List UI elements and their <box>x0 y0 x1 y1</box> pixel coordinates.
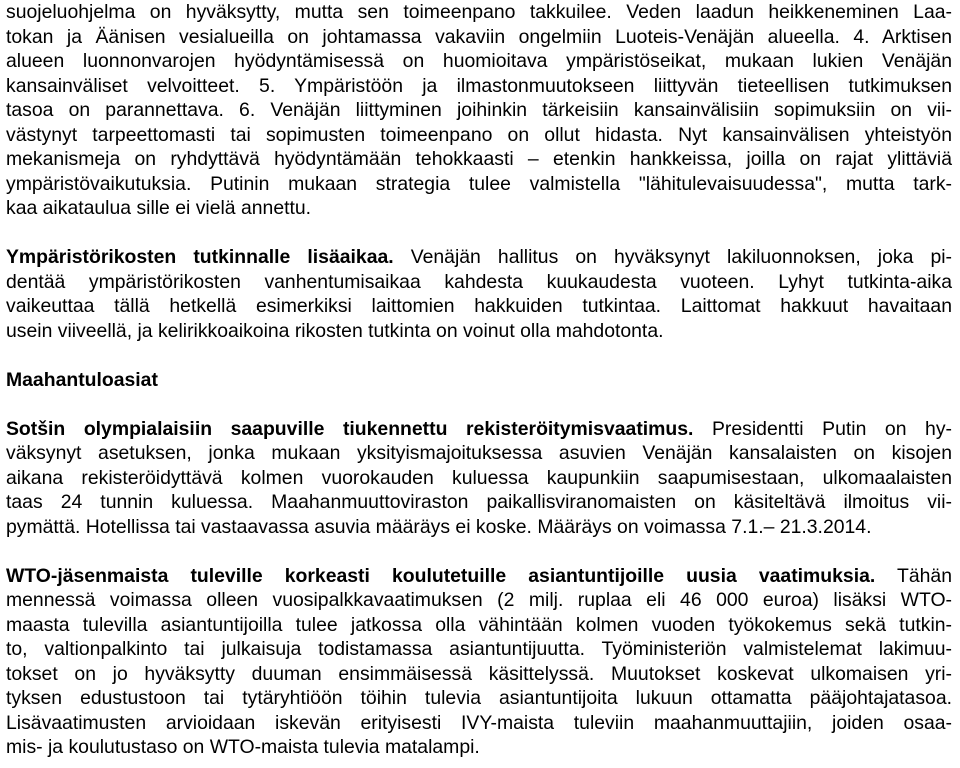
text-line: suojeluohjelma on hyväksytty, mutta sen toimeenpano takkuilee. Veden laadun heikkeneminen Laa- <box>6 1 952 23</box>
text-line: tasoa on parannettava. 6. Venäjän liittyminen joihinkin tärkeisiin kansainvälisiin sopimuksiin on vii- <box>6 99 952 121</box>
text-line: vaikeuttaa tällä hetkellä esimerkiksi laittomien hakkuiden tutkintaa. Laittomat hakkuut havaitaan <box>6 295 952 317</box>
text-line: maasta tulevilla asiantuntijoilla tulee jatkossa olla vähintään kolmen vuoden työkokemus sekä tutkin- <box>6 613 952 636</box>
paragraph-sochi-registration <box>6 417 952 540</box>
text-line: kaa aikataulua sille ei vielä annettu. <box>6 197 312 219</box>
text-span: Tähän <box>875 564 952 587</box>
text-line: to, valtionpalkinto tai julkaisuja todistamassa asiantuntijuutta. Työministeriön valmistelemat lakimuu- <box>6 638 952 660</box>
paragraph-lead: WTO-jäsenmaista tuleville korkeasti koulutetuille asiantuntijoille uusia vaatimuksia. <box>6 564 876 587</box>
paragraph-environment-crimes <box>6 245 952 343</box>
text-line: tokset on jo hyväksytty duuman ensimmäisessä käsittelyssä. Muutokset koskevat ulkomaisen yri- <box>6 662 952 685</box>
text-line <box>6 417 952 442</box>
text-line: Lisävaatimusten arvioidaan iskevän erityisesti IVY-maista tuleviin maahanmuuttajiin, joiden osaa- <box>6 711 952 734</box>
text-line: kansainväliset velvoitteet. 5. Ympäristöön ja ilmastonmuutokseen liittyvän tieteellisen tutkimuksen <box>6 74 952 97</box>
text-line <box>6 245 952 270</box>
section-heading: Maahantuloasiat <box>6 368 158 391</box>
text-line: pymättä. Hotellissa tai vastaavassa asuvia määräys ei koske. Määräys on voimassa 7.1.– 21.3.2014. <box>6 515 872 538</box>
document-page <box>6 0 952 760</box>
text-span: Venäjän hallitus on hyväksynyt lakiluonnoksen, joka pi- <box>393 246 952 268</box>
text-line: taas 24 tunnin kuluessa. Maahanmuuttoviraston paikallisviranomaisten on käsiteltävä ilmoitus vii- <box>6 491 952 513</box>
text-line: ympäristövaikutuksia. Putinin mukaan strategia tulee valmistella "lähitulevaisuudessa", mutta tark- <box>6 172 952 195</box>
text-line: mennessä voimassa olleen vuosipalkkavaatimuksen (2 milj. ruplaa eli 46 000 euroa) lisäksi WTO- <box>6 589 952 611</box>
text-line: alueen luonnonvarojen hyödyntämisessä on huomioitava ympäristöseikat, mukaan lukien Venäjän <box>6 50 952 72</box>
text-span: Presidentti Putin on hy- <box>693 417 952 440</box>
paragraph-lead: Ympäristörikosten tutkinnalle lisäaikaa. <box>6 246 394 268</box>
text-line: tyksen edustustoon tai tytäryhtiöön töihin tulevia asiantuntijoita lukuun ottamatta pääjohtajatasoa. <box>6 687 952 709</box>
paragraph-environment-strategy <box>6 0 952 221</box>
text-line: västynyt tarpeettomasti tai sopimusten toimeenpano on ollut hidasta. Nyt kansainvälisen yhteistyön <box>6 123 952 146</box>
text-line: aikana rekisteröidyttävä kolmen vuorokauden kuluessa kaupunkiin saapumisestaan, ulkomaalaisten <box>6 466 952 489</box>
text-line <box>6 564 952 589</box>
paragraph-lead: Sotšin olympialaisiin saapuville tiukennettu rekisteröitymisvaatimus. <box>6 417 694 440</box>
text-line: mis- ja koulutustaso on WTO-maista tulevia matalampi. <box>6 736 480 758</box>
paragraph-wto-experts <box>6 564 952 760</box>
text-line: dentää ympäristörikosten vanhentumisaikaa kahdesta kuukaudesta vuoteen. Lyhyt tutkinta-aika <box>6 270 952 293</box>
text-line: väksynyt asetuksen, jonka mukaan yksityismajoituksessa asuvien Venäjän kansalaisten on kisojen <box>6 442 952 464</box>
text-line: usein viiveellä, ja kelirikkoaikoina rikosten tutkinta on voinut olla mahdotonta. <box>6 319 664 342</box>
text-line: mekanismeja on ryhdyttävä hyödyntämään tehokkaasti – etenkin hankkeissa, joilla on rajat ylittäviä <box>6 148 952 170</box>
text-line: tokan ja Äänisen vesialueilla on johtamassa vakaviin ongelmiin Luoteis-Venäjän alueella. 4. Arktisen <box>6 25 952 48</box>
